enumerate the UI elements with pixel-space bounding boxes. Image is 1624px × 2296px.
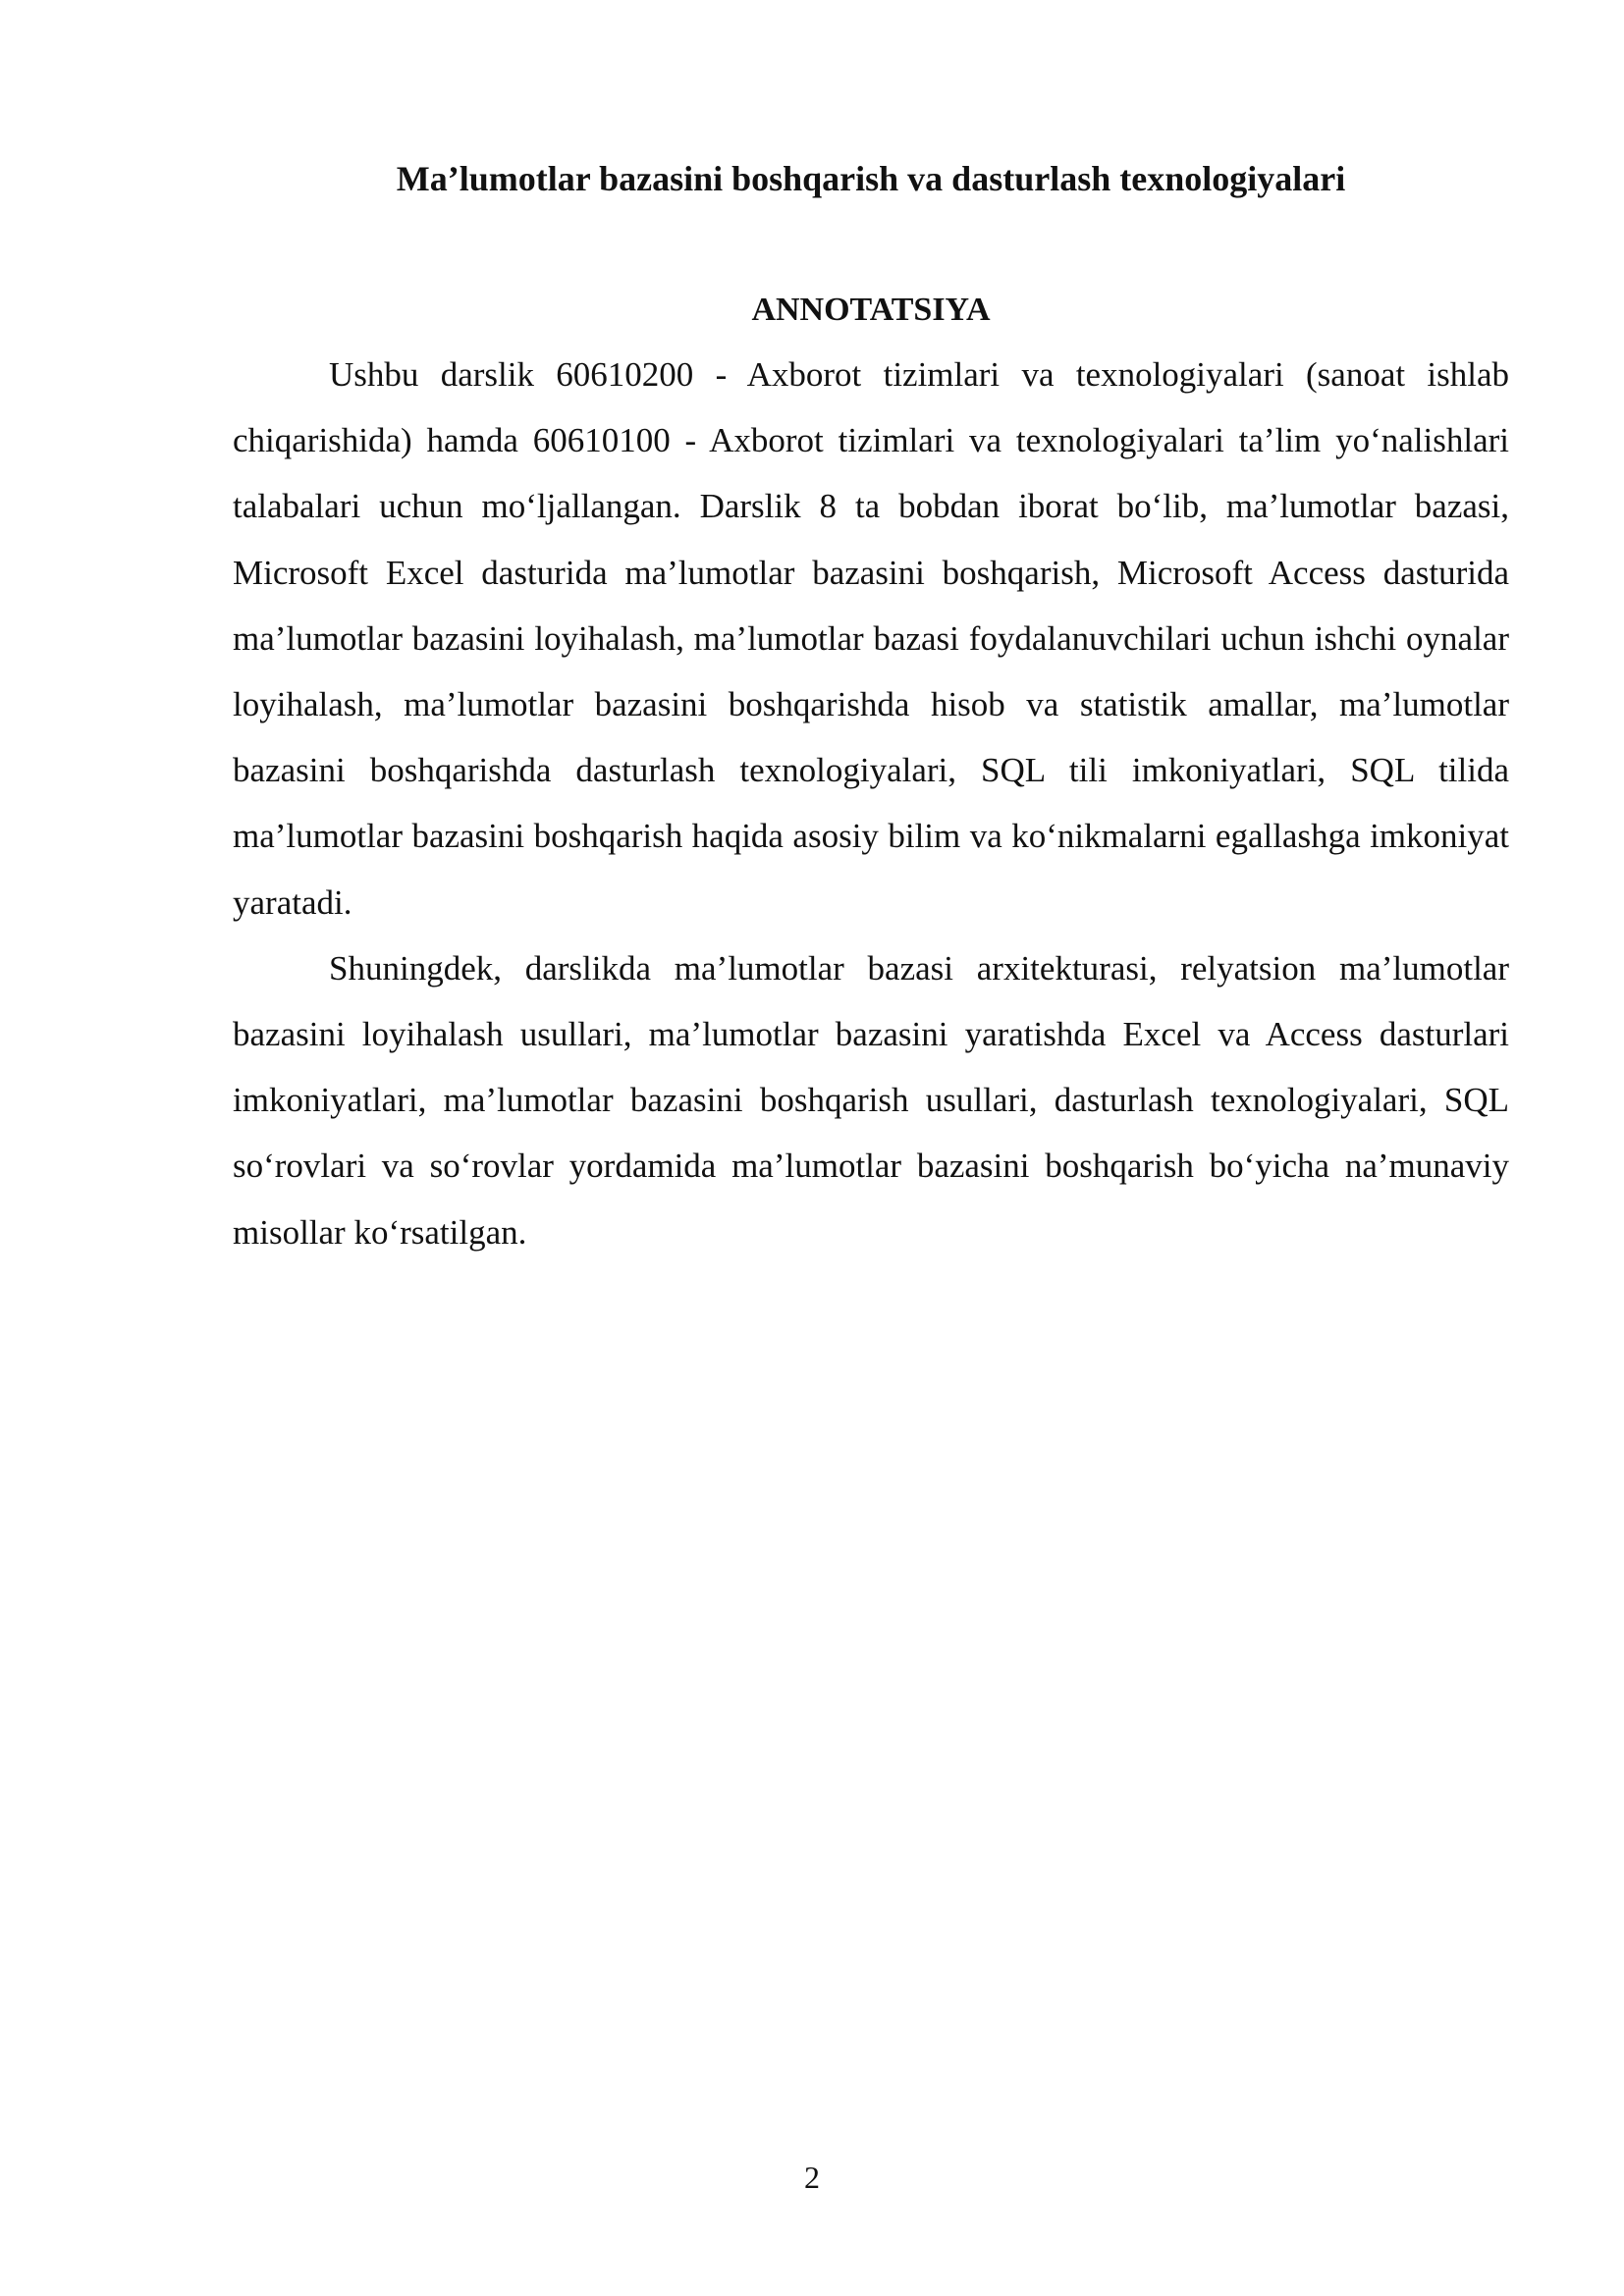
document-title: Ma’lumotlar bazasini boshqarish va dasturlash texnologiyalari — [396, 159, 1346, 198]
annotation-body — [233, 342, 1509, 1265]
annotation-paragraph-2: Shuningdek, darslikda ma’lumotlar bazasi arxitekturasi, relyatsion ma’lumotlar bazasini loyihalash usullari, ma’lumotlar bazasini yaratishda Excel va Access dasturlari imkoniyatlari, ma’lumotlar bazasini boshqarish usullari, dasturlash texnologiyalari, SQL so‘rovlari va so‘rovlar yordamida ma’lumotlar bazasini boshqarish bo‘yicha na’munaviy misollar ko‘rsatilgan. — [233, 948, 1509, 1252]
page-number: 2 — [804, 2160, 820, 2195]
section-heading: ANNOTATSIYA — [751, 292, 991, 328]
annotation-paragraph-1: Ushbu darslik 60610200 - Axborot tizimlari va texnologiyalari (sanoat ishlab chiqarishida) hamda 60610100 - Axborot tizimlari va texnologiyalari ta’lim yo‘nalishlari talabalari uchun mo‘ljallangan. Darslik 8 ta bobdan iborat bo‘lib, ma’lumotlar bazasi, Microsoft Excel dasturida ma’lumotlar bazasini boshqarish, Microsoft Access dasturida ma’lumotlar bazasini loyihalash, ma’lumotlar bazasi foydalanuvchilari uchun ishchi oynalar loyihalash, ma’lumotlar bazasini boshqarishda hisob va statistik amallar, ma’lumotlar bazasini boshqarishda dasturlash texnologiyalari, SQL tili imkoniyatlari, SQL tilida ma’lumotlar bazasini boshqarish haqida asosiy bilim va ko‘nikmalarni egallashga imkoniyat yaratadi. — [233, 355, 1509, 922]
